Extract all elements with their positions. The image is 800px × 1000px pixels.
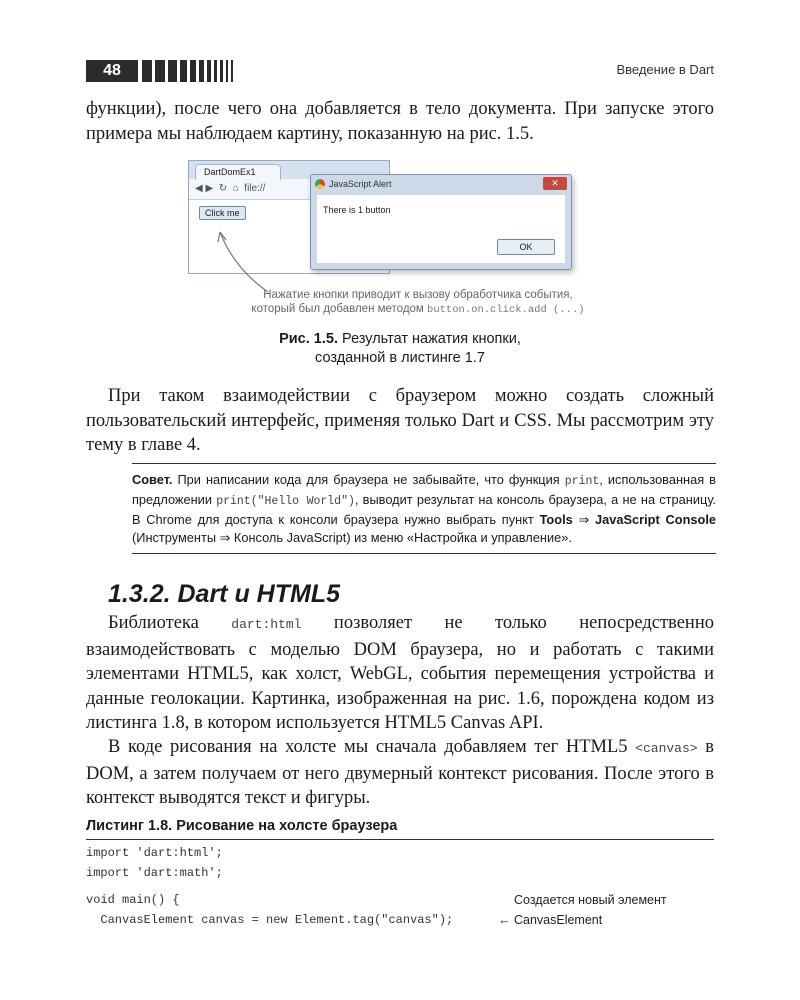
caption-text-1: Результат нажатия кнопки, [338,331,521,347]
home-icon: ⌂ [232,183,239,194]
browser-tab: DartDomEx1 [195,164,281,180]
reload-icon: ↻ [218,183,228,194]
code-line-4: CanvasElement canvas = new Element.tag("canvas"); [86,913,454,927]
close-icon: ✕ [543,177,567,190]
running-head: Введение в Dart [616,62,714,77]
header-decoration [142,60,233,82]
code-note-1: Создается новый элемент [514,893,667,907]
code-line-1: import 'dart:html'; [86,846,223,860]
alert-title: JavaScript Alert [311,175,571,193]
listing-rule [86,839,714,840]
paragraph-4: В коде рисования на холсте мы сначала добавляем тег HTML5 <canvas> в DOM, а затем получаем от него двумерный контекст рисования. После этого в контекст выводятся текст и фигуры. [86,737,714,808]
annotation-line-2: который был добавлен методом button.on.click.add (...) [251,303,585,316]
click-me-button: Click me [199,206,246,220]
address-bar: file:// [244,183,266,194]
nav-arrows-icon: ◀ ▶ [195,183,214,194]
listing-title: Листинг 1.8. Рисование на холсте браузера [86,818,398,834]
paragraph-3: Библиотека dart:html позволяет не только непосредственно взаимодействовать с моделью DOM браузера, но и работать с такими элементами HTML5, как холст, WebGL, события перемещения устройства и данные геолокации. Картинка, изображенная на рис. 1.6, порождена кодом из листинга 1.8, в котором используется HTML5 Canvas API. [86,613,714,733]
caption-label: Рис. 1.5. [279,331,338,347]
code-line-2: import 'dart:math'; [86,866,223,880]
code-note-2: ← CanvasElement [498,913,603,927]
tip-box: Совет. При написании кода для браузера не забывайте, что функция print, использованная в предложении print("Hello World"), выводит результат на консоль браузера, а не на страницу. В Chrome для доступа к консоли браузера нужно выбрать пункт Tools ⇒ JavaScript Console (Инструменты ⇒ Консоль JavaScript) из меню «Настройка и управление». [132,463,716,554]
annotation-line-1: Нажатие кнопки приводит к вызову обработчика события, [263,289,573,301]
alert-ok-button: OK [497,239,555,255]
paragraph-2: При таком взаимодействии с браузером можно создать сложный пользовательский интерфейс, применяя только Dart и CSS. Мы рассмотрим эту тему в главе 4. [86,386,714,455]
page-number: 48 [86,60,138,82]
alert-message: There is 1 button [323,205,391,215]
paragraph-1: функции), после чего она добавляется в тело документа. При запуске этого примера мы наблюдаем картину, показанную на рис. 1.5. [86,99,714,144]
figure-1-5 [188,160,608,320]
tip-label: Совет. [132,472,173,487]
section-title: 1.3.2. Dart и HTML5 [108,580,340,608]
figure-caption [200,330,600,368]
code-line-3: void main() { [86,893,180,907]
figure-annotation [218,288,618,317]
caption-text-2: созданной в листинге 1.7 [315,350,485,366]
